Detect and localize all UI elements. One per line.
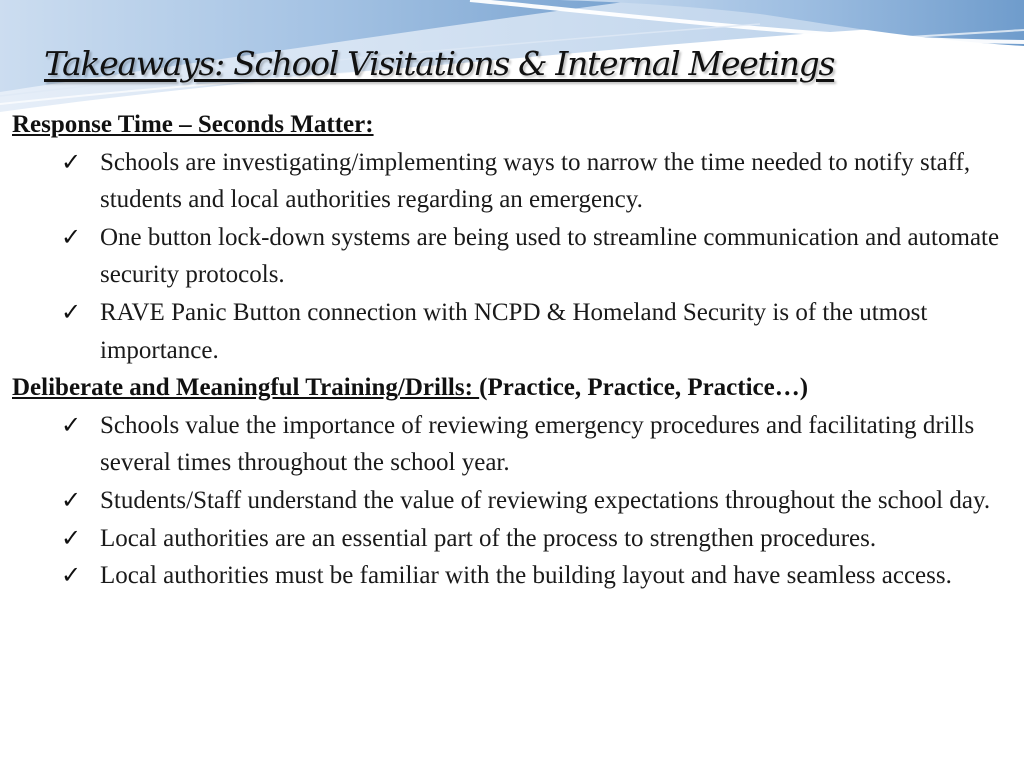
section-heading-text: Deliberate and Meaningful Training/Drills:: [12, 374, 480, 402]
section-heading-training: [12, 369, 1017, 407]
list-item: [12, 294, 1017, 369]
slide-content: [12, 106, 1017, 595]
bullet-list-response-time: [12, 144, 1017, 370]
list-item: [12, 482, 1017, 520]
check-icon: ✓: [61, 410, 82, 439]
bullet-text: Schools value the importance of reviewing emergency procedures and facilitating drills several times throughout the school year.: [100, 411, 975, 477]
section-heading-text: Response Time – Seconds Matter:: [12, 111, 374, 138]
bullet-text: RAVE Panic Button connection with NCPD & Homeland Security is of the utmost importance.: [100, 298, 928, 364]
slide-title: Takeaways: School Visitations & Internal Meetings: [44, 44, 835, 83]
section-heading-note: (Practice, Practice, Practice…): [479, 374, 809, 402]
check-icon: ✓: [61, 297, 82, 326]
list-item: [12, 219, 1017, 294]
list-item: [12, 407, 1017, 482]
bullet-text: One button lock-down systems are being used to streamline communication and automate security protocols.: [100, 223, 1000, 289]
check-icon: ✓: [61, 561, 82, 590]
check-icon: ✓: [61, 523, 82, 552]
list-item: [12, 144, 1017, 219]
check-icon: ✓: [61, 485, 82, 514]
bullet-text: Local authorities are an essential part of the process to strengthen procedures.: [100, 524, 877, 552]
list-item: [12, 557, 1017, 595]
section-heading-response-time: [12, 106, 1017, 144]
bullet-text: Students/Staff understand the value of reviewing expectations throughout the school day.: [100, 486, 991, 514]
bullet-list-training: [12, 407, 1017, 595]
check-icon: ✓: [61, 222, 82, 251]
bullet-text: Schools are investigating/implementing ways to narrow the time needed to notify staff, students and local authorities regarding an emergency.: [100, 148, 971, 214]
bullet-text: Local authorities must be familiar with the building layout and have seamless access.: [100, 562, 952, 590]
check-icon: ✓: [61, 147, 82, 176]
list-item: [12, 520, 1017, 558]
